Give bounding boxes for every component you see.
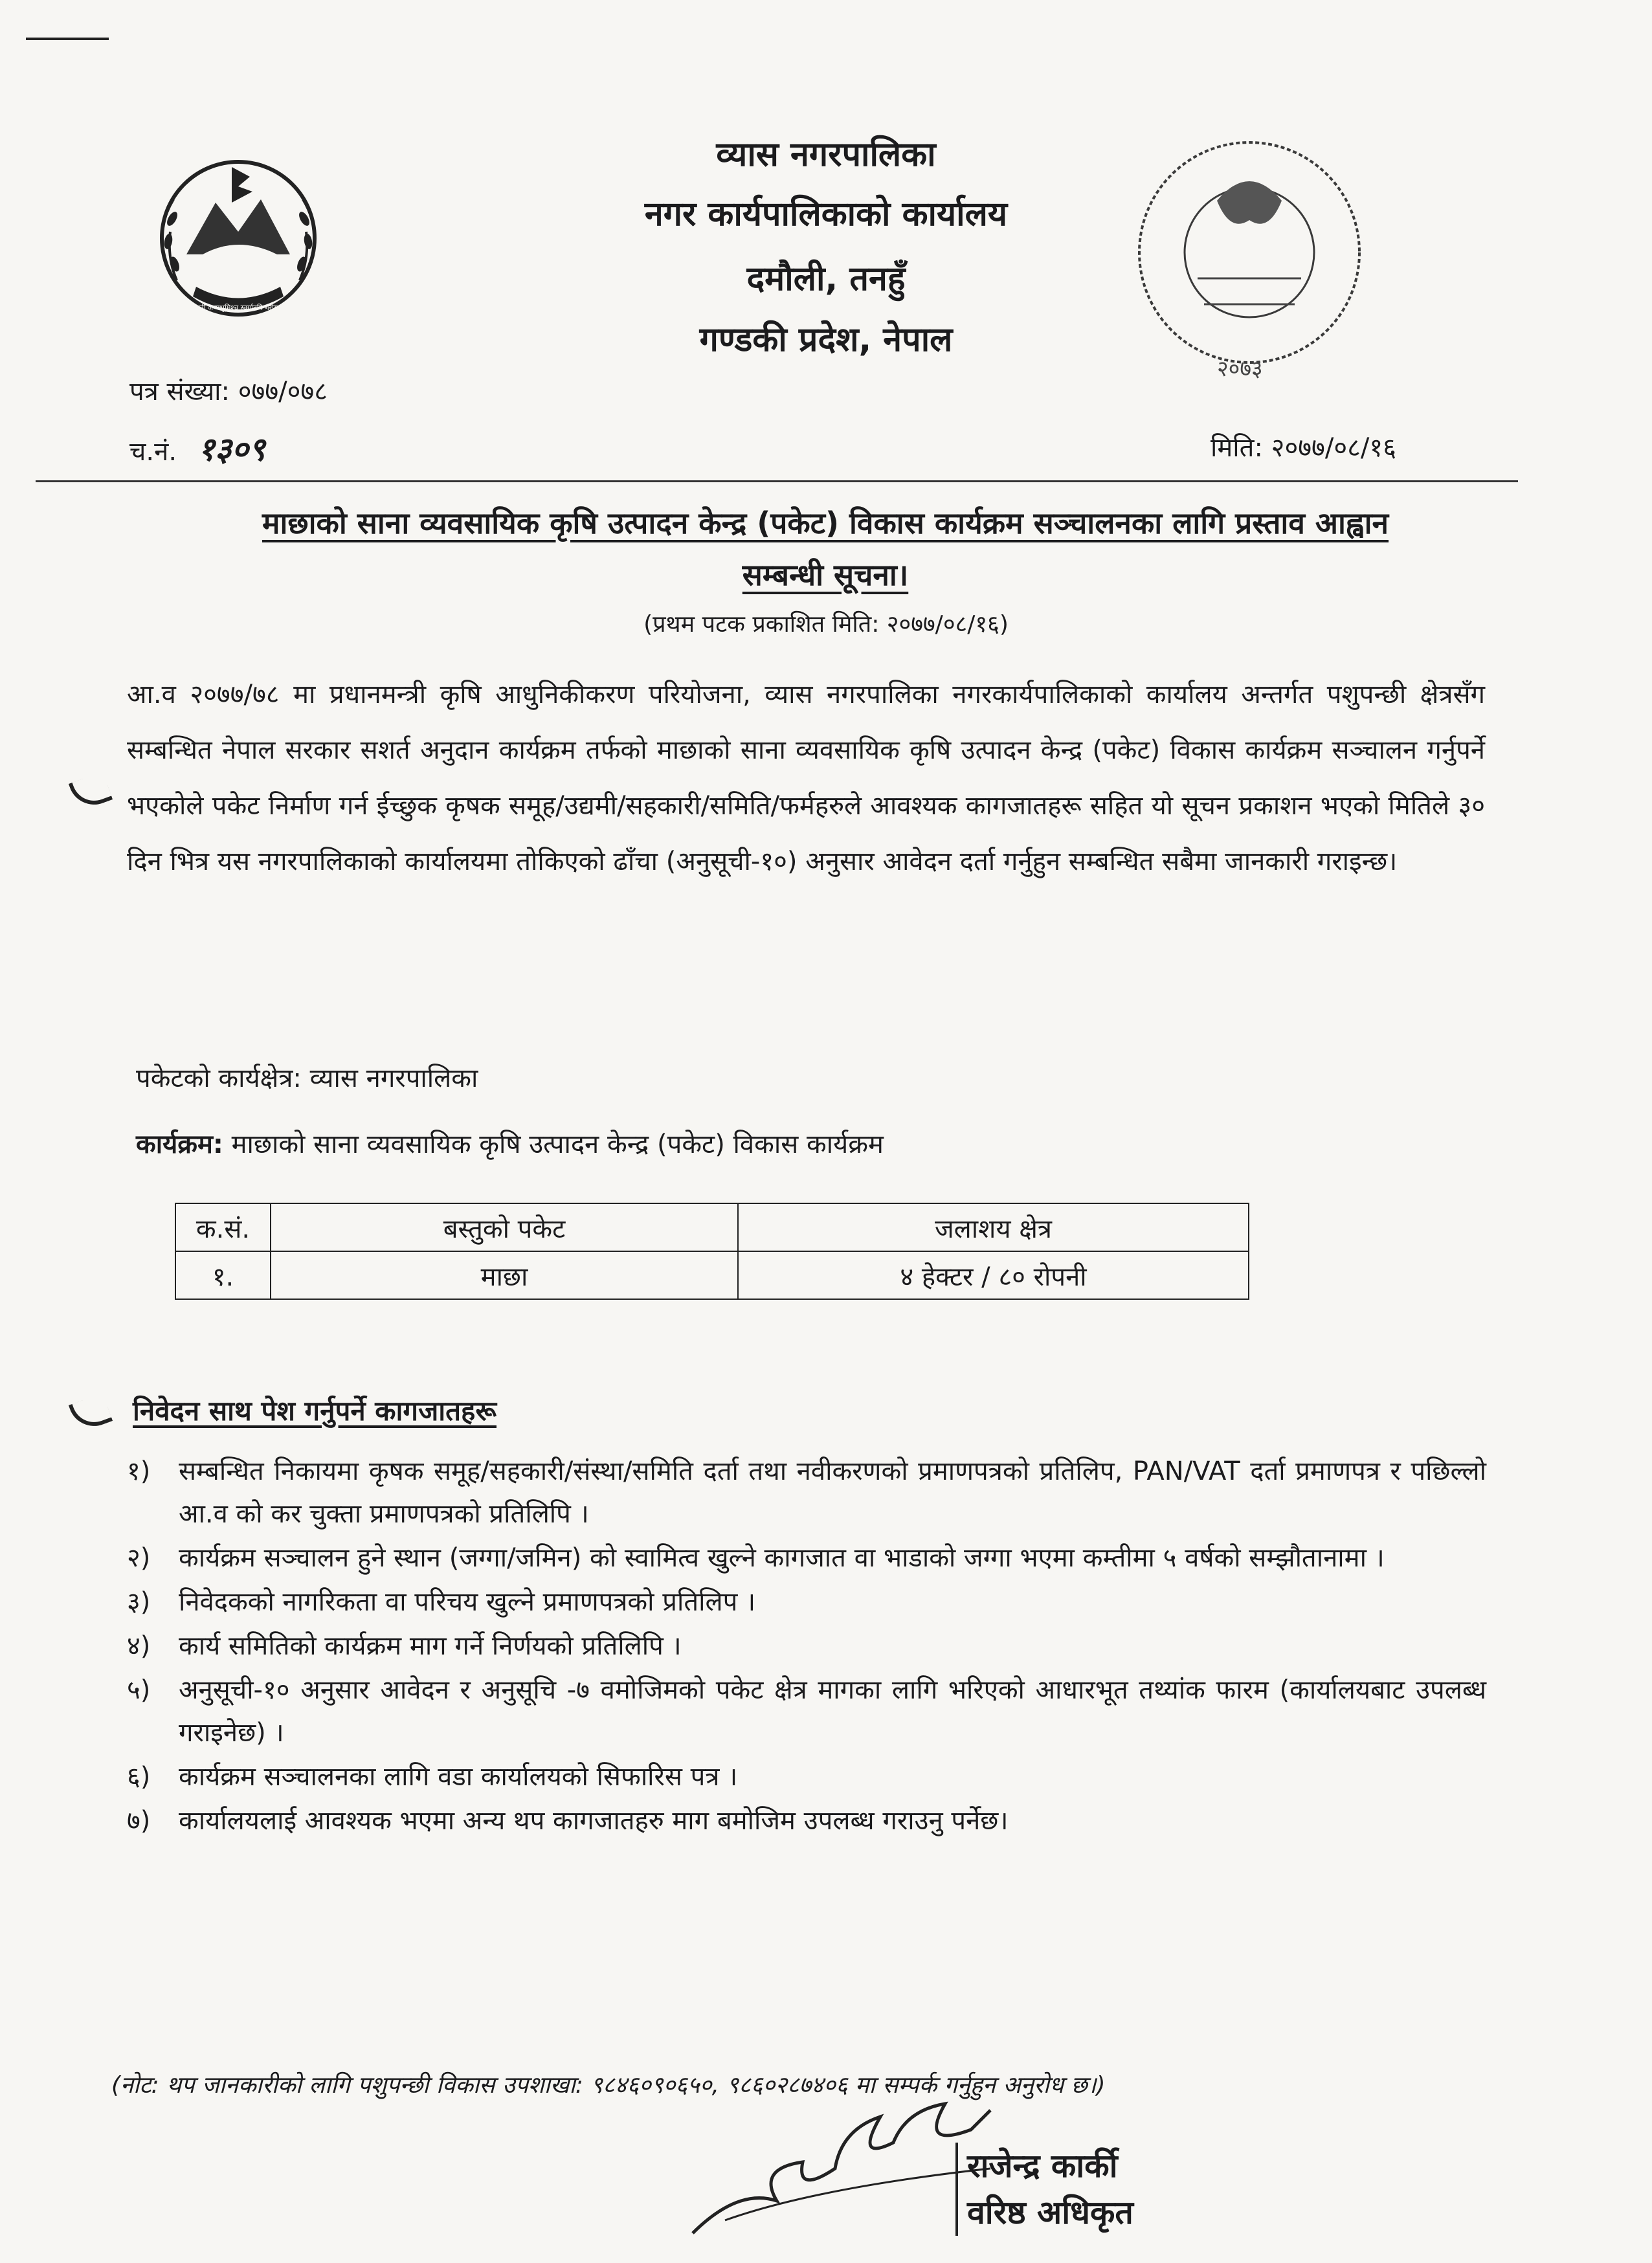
signatory-name: राजेन्द्र कार्की [967, 2147, 1118, 2185]
signatory-title: वरिष्ठ अधिकृत [967, 2194, 1133, 2231]
date-label: मिति: [1211, 433, 1263, 463]
pocket-area [136, 1059, 478, 1095]
table-header-cell: क.सं. [175, 1203, 271, 1251]
program-value: माछाको साना व्यवसायिक कृषि उत्पादन केन्द्र (पकेट) विकास कार्यक्रम [231, 1130, 884, 1159]
office-seal-stamp [1120, 123, 1379, 382]
item-text: कार्य समितिको कार्यक्रम माग गर्ने निर्णयको प्रतिलिपि । [179, 1631, 682, 1661]
list-item [127, 1537, 1486, 1579]
punch-mark [69, 772, 113, 812]
list-item [127, 1800, 1486, 1842]
pocket-area-value: व्यास नगरपालिका [309, 1064, 478, 1093]
scan-mark [26, 38, 109, 40]
item-text: कार्यक्रम सञ्चालनका लागि वडा कार्यालयको सिफारिस पत्र । [179, 1762, 738, 1792]
list-item [127, 1756, 1486, 1798]
table-row [175, 1251, 1249, 1299]
item-number: १) [127, 1456, 151, 1486]
emblem-caption: जननी जन्मभूमिश्च स्वर्गादपि गरीयसी [190, 304, 285, 312]
contact-note: (नोट: थप जानकारीको लागि पशुपन्छी विकास उपशाखा: ९८४६०९०६५०, ९८६०२८७४०६ मा सम्पर्क गर्नुहुन अनुरोध छ।) [111, 2072, 1106, 2099]
pocket-area-label: पकेटको कार्यक्षेत्र: [136, 1064, 302, 1093]
letter-date [1211, 429, 1396, 464]
table-cell: १. [175, 1251, 271, 1299]
program-info [136, 1125, 884, 1161]
item-number: २) [127, 1543, 151, 1573]
documents-list [127, 1450, 1486, 1844]
notice-title-line-1: माछाको साना व्यवसायिक कृषि उत्पादन केन्द्र (पकेट) विकास कार्यक्रम सञ्चालनका लागि प्रस्ताव आह्वान [262, 506, 1389, 541]
dispatch-number [129, 426, 265, 470]
table-header-cell: बस्तुको पकेट [271, 1203, 738, 1251]
date-value: २०७७/०८/१६ [1271, 433, 1396, 463]
letter-number-label: पत्र संख्या: [129, 377, 230, 407]
program-label: कार्यक्रम: [136, 1130, 223, 1159]
dispatch-number-value: १३०९ [197, 430, 265, 468]
notice-title-line-2: सम्बन्धी सूचना। [742, 557, 909, 592]
header-line-3: दमौली, तनहुँ [746, 260, 906, 298]
list-item [127, 1581, 1486, 1623]
item-number: ४) [127, 1631, 151, 1661]
item-number: ५) [127, 1675, 151, 1705]
letter-number-value: ०७७/०७८ [238, 377, 328, 407]
list-item [127, 1625, 1486, 1667]
documents-heading: निवेदन साथ पेश गर्नुपर्ने कागजातहरू [133, 1395, 497, 1427]
notice-subtitle: (प्रथम पटक प्रकाशित मिति: २०७७/०८/१६) [643, 611, 1009, 638]
table-header-cell: जलाशय क्षेत्र [738, 1203, 1249, 1251]
table-cell: ४ हेक्टर / ८० रोपनी [738, 1251, 1249, 1299]
table-header-row [175, 1203, 1249, 1251]
item-number: ३) [127, 1587, 151, 1617]
letter-number [129, 372, 328, 408]
dispatch-number-label: च.नं. [129, 437, 177, 467]
stamp-year: २०७३ [1217, 356, 1263, 382]
header-line-4: गण्डकी प्रदेश, नेपाल [699, 320, 953, 359]
item-text: सम्बन्धित निकायमा कृषक समूह/सहकारी/संस्था/समिति दर्ता तथा नवीकरणको प्रमाणपत्रको प्रतिलिप, PAN/VAT दर्ता प्रमाणपत्र र पछिल्लो आ.व को कर चुक्ता प्रमाणपत्रको प्रतिलिपि । [179, 1456, 1486, 1529]
notice-body: आ.व २०७७/७८ मा प्रधानमन्त्री कृषि आधुनिकीकरण परियोजना, व्यास नगरपालिका नगरकार्यपालिकाको कार्यालय अन्तर्गत पशुपन्छी क्षेत्रसँग सम्बन्धित नेपाल सरकार सशर्त अनुदान कार्यक्रम तर्फको माछाको साना व्यवसायिक कृषि उत्पादन केन्द्र (पकेट) विकास कार्यक्रम सञ्चालन गर्नुपर्ने भएकोले पकेट निर्माण गर्न ईच्छुक कृषक समूह/उद्यमी/सहकारी/समिति/फर्महरुले आवश्यक कागजातहरू सहित यो सूचन प्रकाशन भएको मितिले ३० दिन भित्र यस नगरपालिकाको कार्यालयमा तोकिएको ढाँचा (अनुसूची-१०) अनुसार आवेदन दर्ता गर्नुहुन सम्बन्धित सबैमा जानकारी गराइन्छ। [127, 680, 1485, 876]
header-divider [36, 480, 1518, 482]
list-item [127, 1450, 1486, 1535]
table-cell: माछा [271, 1251, 738, 1299]
item-text: कार्यक्रम सञ्चालन हुने स्थान (जग्गा/जमिन) को स्वामित्व खुल्ने कागजात वा भाडाको जग्गा भएमा कम्तीमा ५ वर्षको सम्झौतानामा । [179, 1543, 1385, 1573]
item-text: निवेदकको नागरिकता वा परिचय खुल्ने प्रमाणपत्रको प्रतिलिप । [179, 1587, 756, 1617]
item-number: ६) [127, 1762, 151, 1792]
header-line-2: नगर कार्यपालिकाको कार्यालय [644, 195, 1008, 234]
list-item [127, 1669, 1486, 1754]
item-number: ७) [127, 1806, 151, 1836]
pocket-table [175, 1203, 1249, 1300]
header-line-1: व्यास नगरपालिका [716, 135, 936, 174]
item-text: अनुसूची-१० अनुसार आवेदन र अनुसूचि -७ वमोजिमको पकेट क्षेत्र मागका लागि भरिएको आधारभूत तथ्यांक फारम (कार्यालयबाट उपलब्ध गराइनेछ) । [179, 1675, 1486, 1748]
item-text: कार्यालयलाई आवश्यक भएमा अन्य थप कागजातहरु माग बमोजिम उपलब्ध गराउनु पर्नेछ। [179, 1806, 1009, 1836]
punch-mark [69, 1393, 113, 1433]
signatory-block [955, 2143, 1133, 2236]
